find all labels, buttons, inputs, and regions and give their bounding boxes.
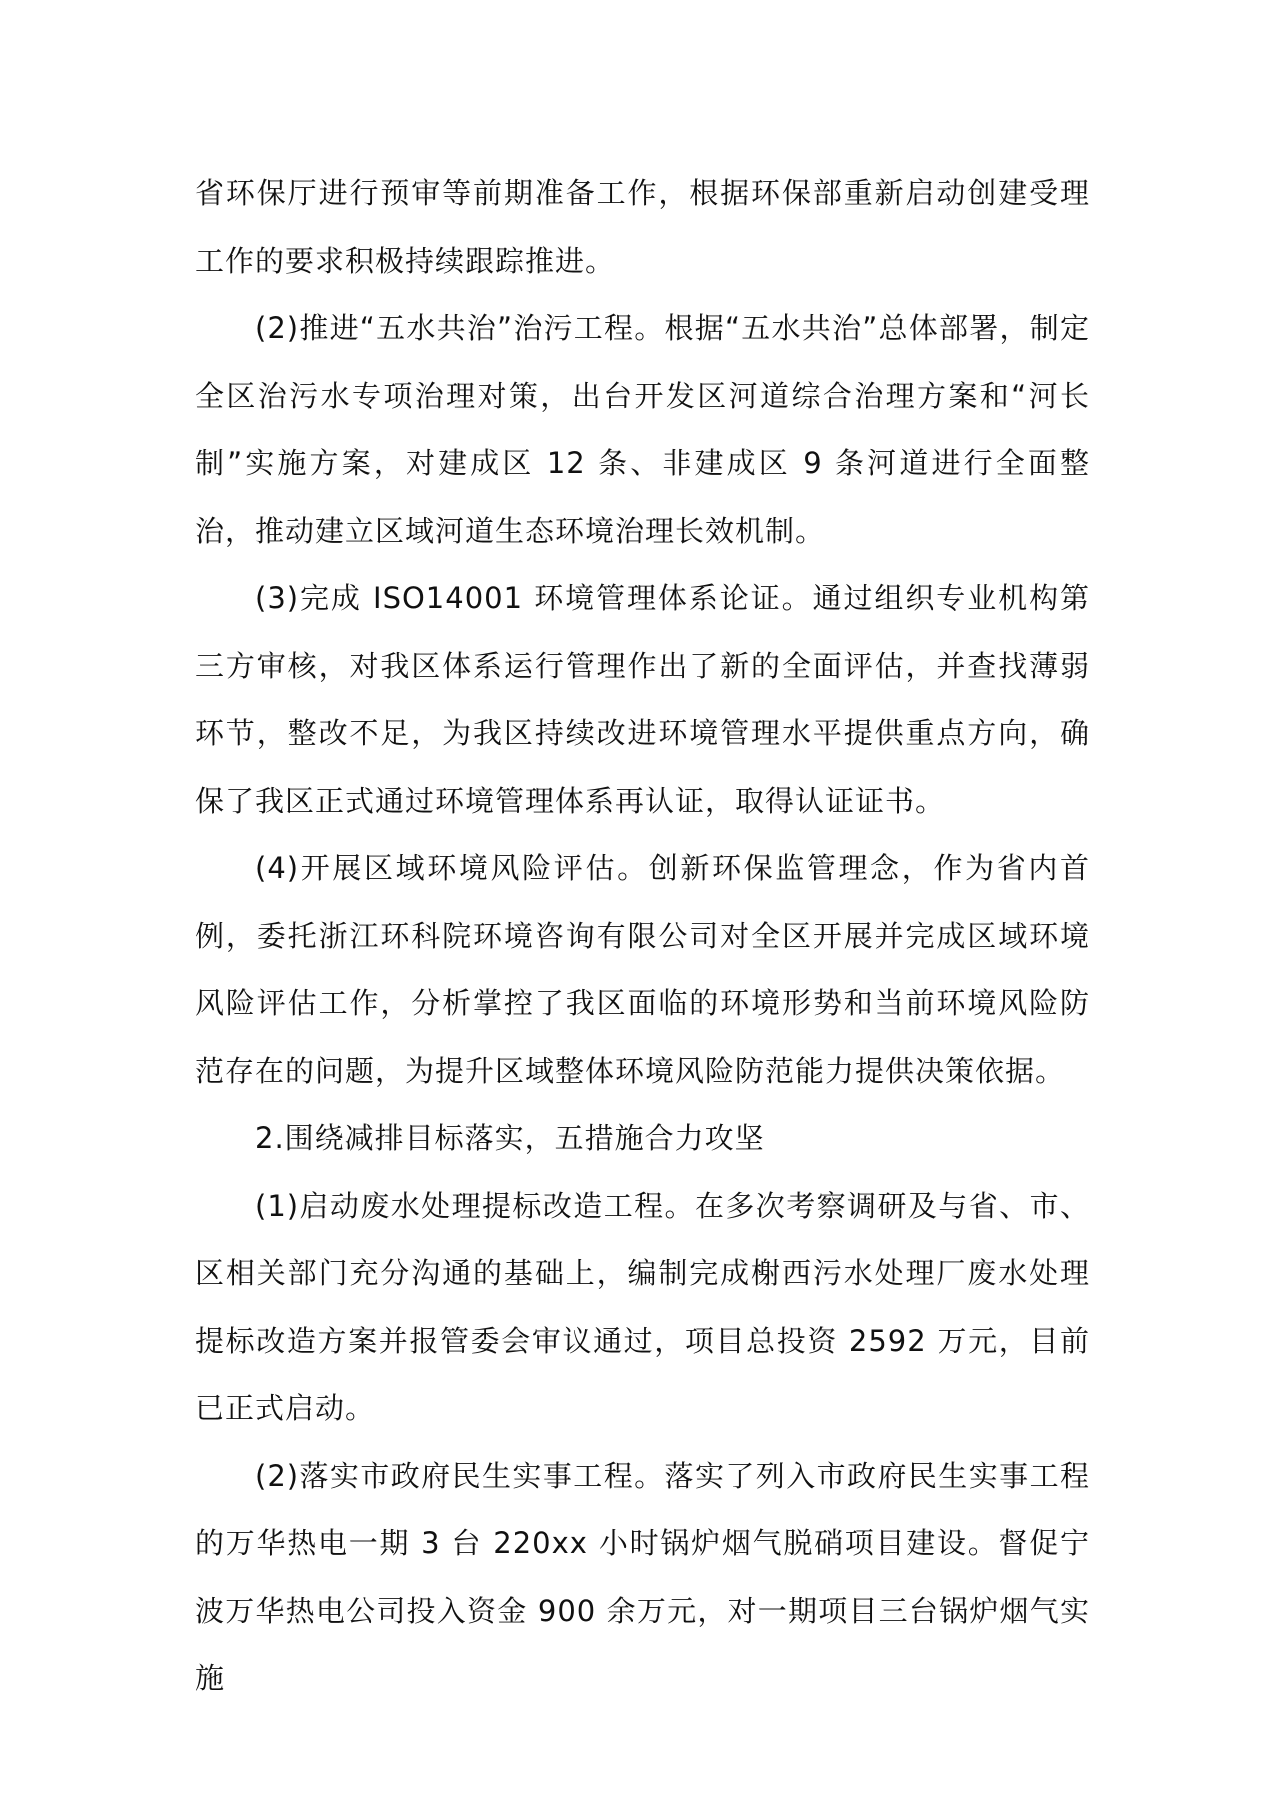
paragraph-wastewater-upgrade: (1)启动废水处理提标改造工程。在多次考察调研及与省、市、区相关部门充分沟通的基础上，编制完成榭西污水处理厂废水处理提标改造方案并报管委会审议通过，项目总投资 2592 万元，目前已正式启动。 [195, 1188, 1090, 1425]
section-heading-emission-reduction: 2.围绕减排目标落实，五措施合力攻坚 [255, 1121, 765, 1155]
paragraph-wushui-gongzhi: (2)推进“五水共治”治污工程。根据“五水共治”总体部署，制定全区治污水专项治理对策，出台开发区河道综合治理方案和“河长制”实施方案，对建成区 12 条、非建成区 9 条河道进行全面整治，推动建立区域河道生态环境治理长效机制。 [195, 311, 1090, 548]
paragraph-livelihood-project: (2)落实市政府民生实事工程。落实了列入市政府民生实事工程的万华热电一期 3 台 220xx 小时锅炉烟气脱硝项目建设。督促宁波万华热电公司投入资金 900 余万元，对一期项目三台锅炉烟气实施 [195, 1458, 1090, 1695]
paragraph-risk-assessment: (4)开展区域环境风险评估。创新环保监管理念，作为省内首例，委托浙江环科院环境咨询有限公司对全区开展并完成区域环境风险评估工作，分析掌控了我区面临的环境形势和当前环境风险防范存在的问题，为提升区域整体环境风险防范能力提供决策依据。 [195, 851, 1090, 1088]
paragraph-iso14001: (3)完成 ISO14001 环境管理体系论证。通过组织专业机构第三方审核，对我区体系运行管理作出了新的全面评估，并查找薄弱环节，整改不足，为我区持续改进环境管理水平提供重点方向，确保了我区正式通过环境管理体系再认证，取得认证证书。 [195, 581, 1090, 818]
paragraph-continuation: 省环保厅进行预审等前期准备工作，根据环保部重新启动创建受理工作的要求积极持续跟踪推进。 [195, 176, 1090, 278]
document-body [195, 160, 1090, 1713]
